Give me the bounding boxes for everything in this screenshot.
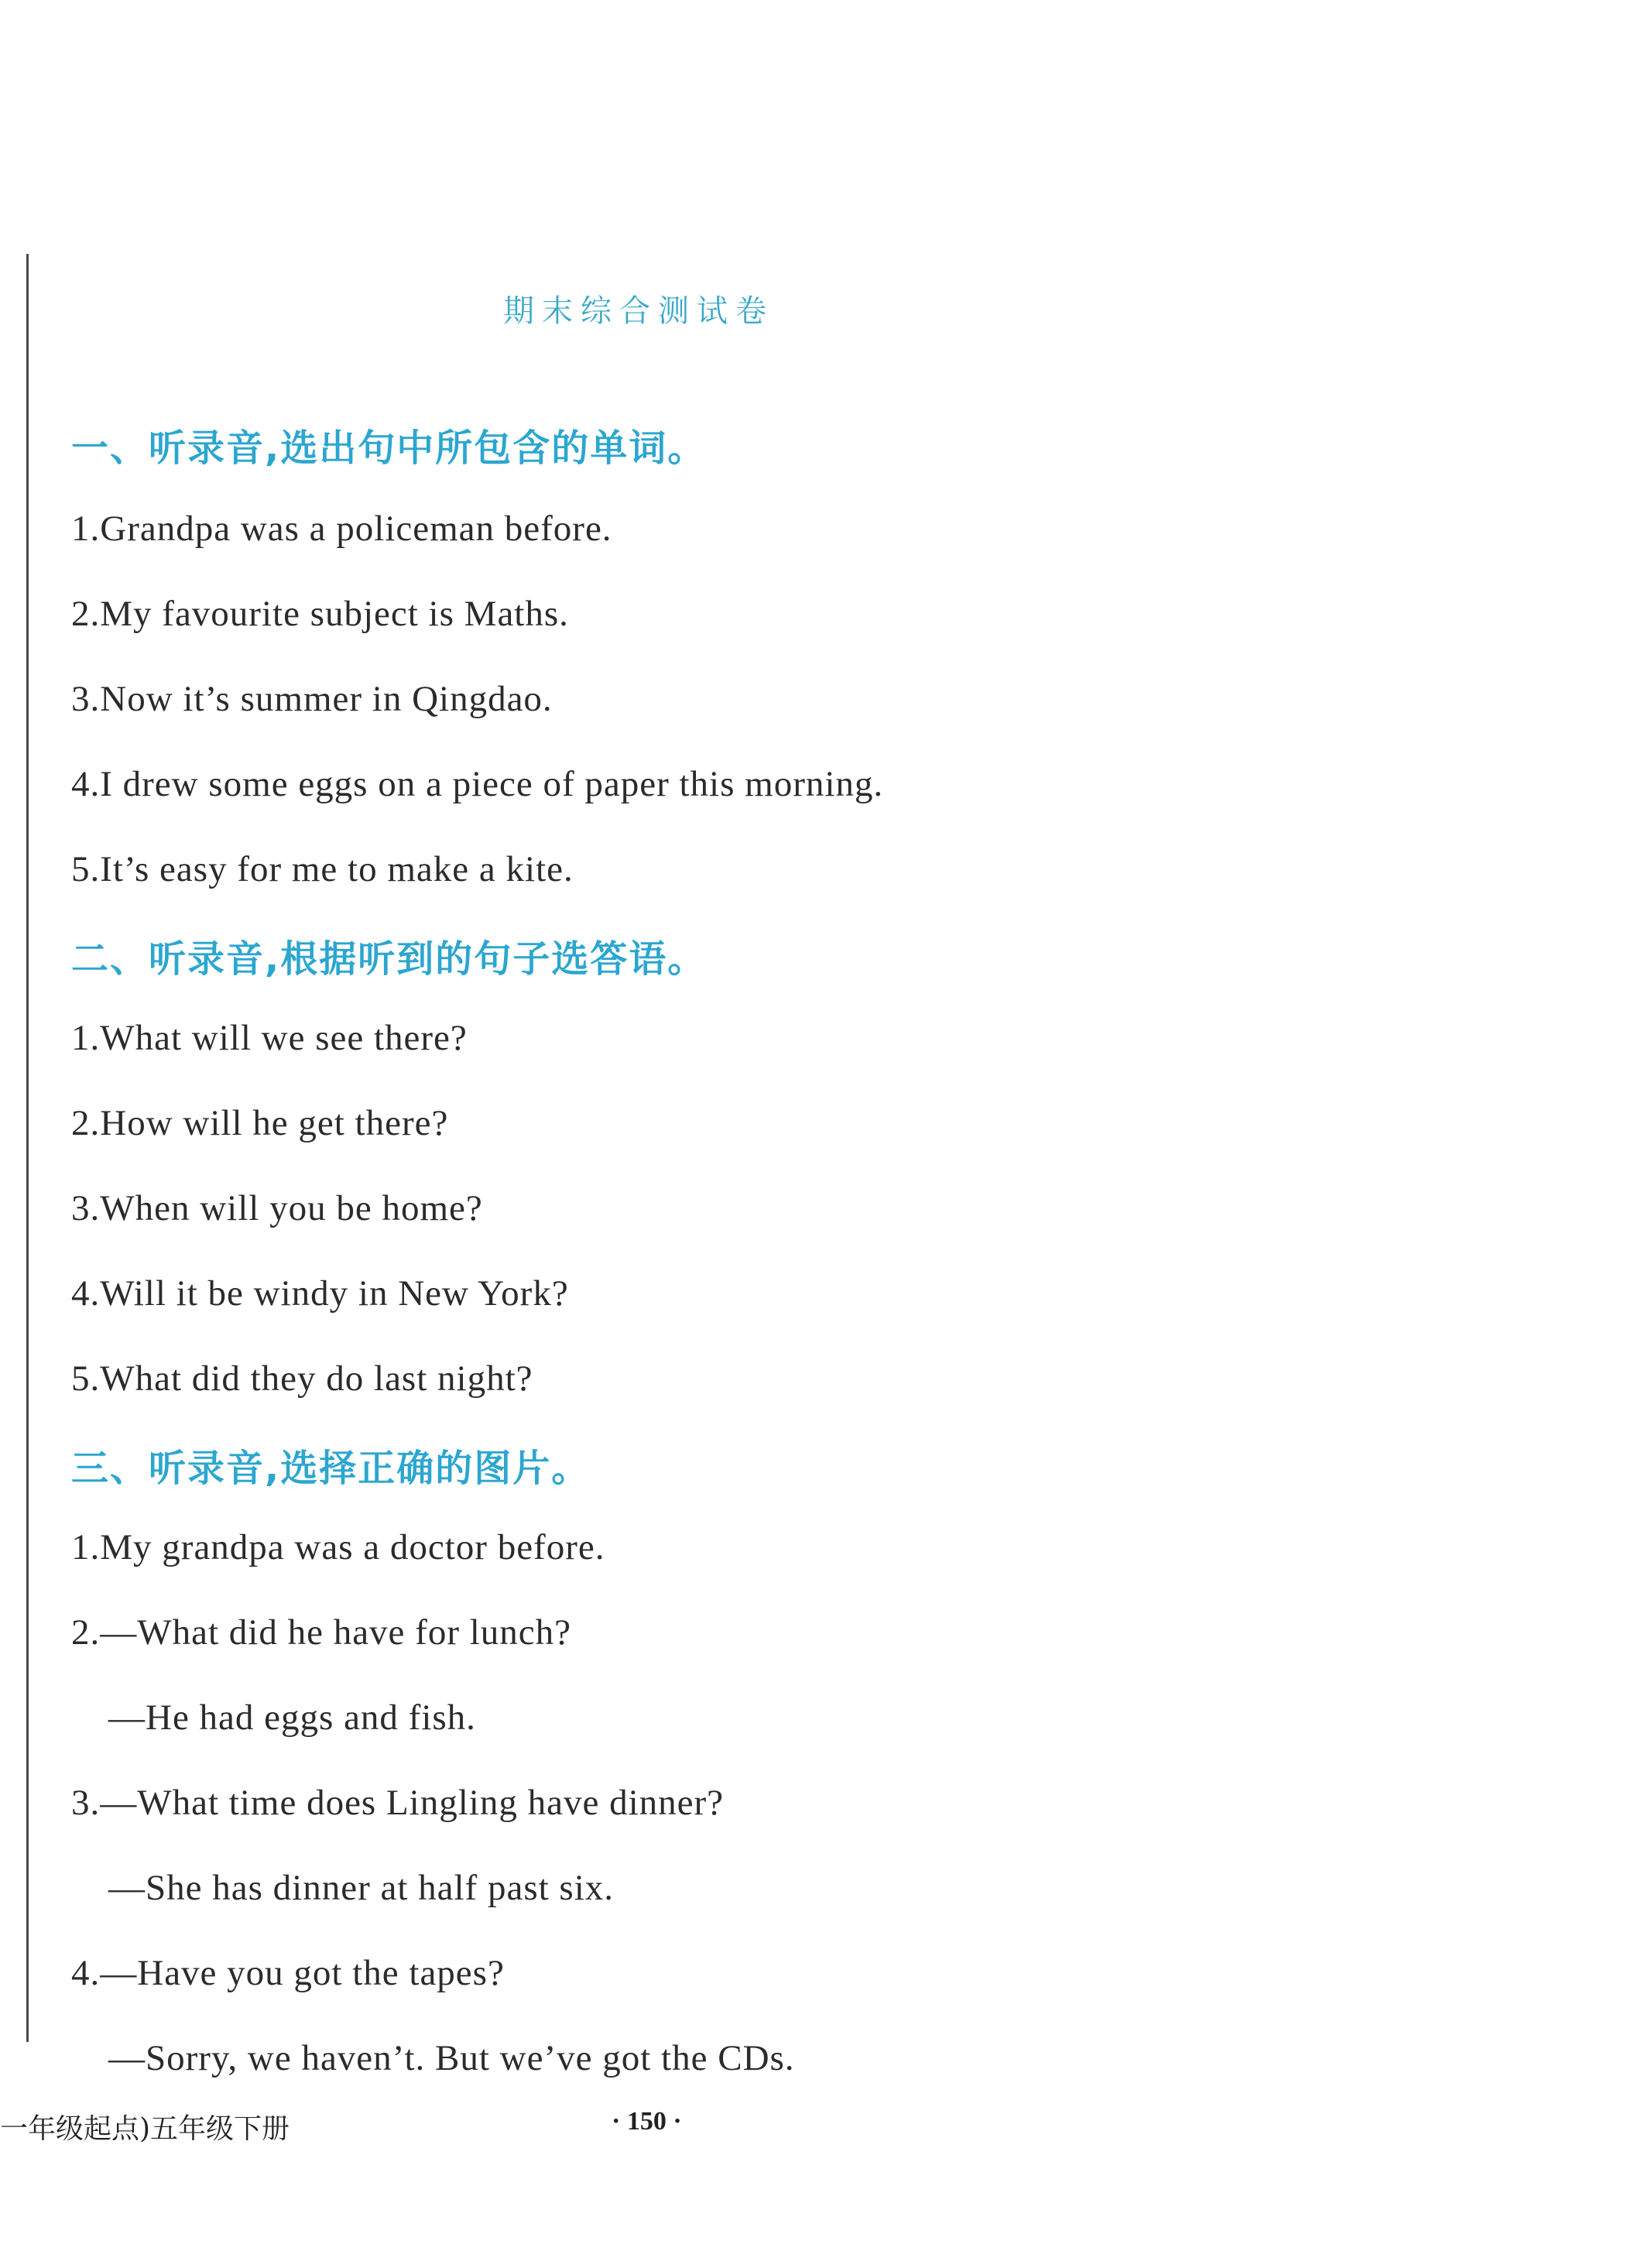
footer-book-info: 一年级起点)五年级下册 (0, 2113, 290, 2145)
section-2-line-5: 5.What did they do last night? (71, 1358, 533, 1399)
section-3-heading: 三、听录音,选择正确的图片。 (71, 1447, 591, 1490)
section-3-line-5: —She has dinner at half past six. (108, 1868, 615, 1908)
section-2-line-2: 2.How will he get there? (71, 1103, 449, 1143)
section-3-line-4: 3.—What time does Lingling have dinner? (71, 1783, 725, 1823)
page-title: 期末综合测试卷 (503, 293, 774, 329)
section-1-line-4: 4.I drew some eggs on a piece of paper this morning. (71, 764, 884, 804)
section-2-heading: 二、听录音,根据听到的句子选答语。 (71, 937, 707, 981)
section-2-line-3: 3.When will you be home? (71, 1188, 483, 1228)
section-1-line-1: 1.Grandpa was a policeman before. (71, 509, 612, 549)
margin-rule (26, 254, 29, 2042)
section-1-line-3: 3.Now it’s summer in Qingdao. (71, 679, 553, 719)
section-1-heading: 一、听录音,选出句中所包含的单词。 (71, 427, 707, 470)
section-1-line-2: 2.My favourite subject is Maths. (71, 594, 569, 634)
section-1-line-5: 5.It’s easy for me to make a kite. (71, 849, 574, 889)
section-3-line-2: 2.—What did he have for lunch? (71, 1612, 572, 1653)
section-3-line-3: —He had eggs and fish. (108, 1697, 476, 1738)
page-number: · 150 · (612, 2107, 682, 2136)
section-2-line-4: 4.Will it be windy in New York? (71, 1273, 569, 1314)
section-2-line-1: 1.What will we see there? (71, 1018, 468, 1058)
section-3-line-6: 4.—Have you got the tapes? (71, 1953, 505, 1993)
section-3-line-7: —Sorry, we haven’t. But we’ve got the CDs. (108, 2038, 795, 2078)
section-3-line-1: 1.My grandpa was a doctor before. (71, 1527, 605, 1567)
